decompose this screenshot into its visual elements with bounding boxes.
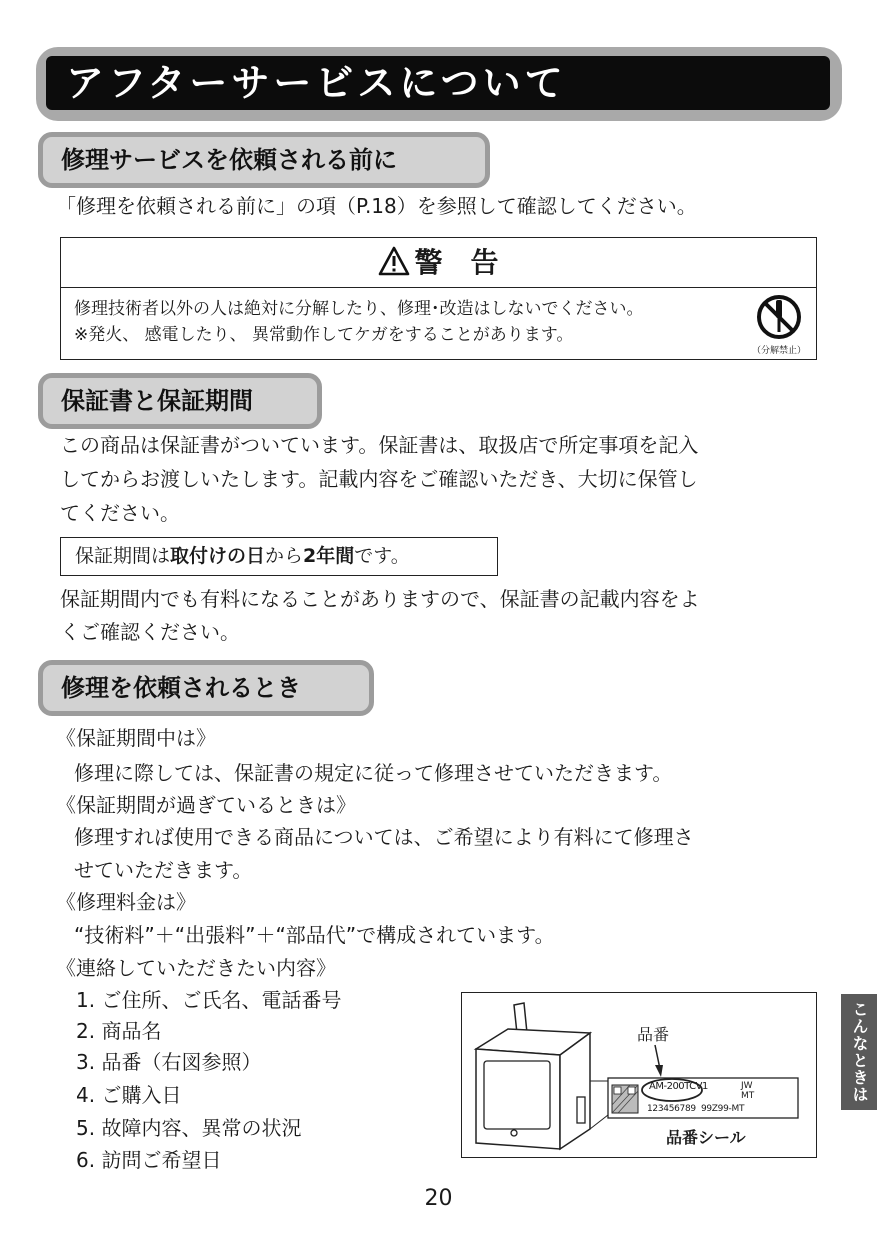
- no-disassembly-label: （分解禁止）: [752, 346, 807, 356]
- unit-illustration: [462, 993, 816, 1157]
- warranty-period-text-2: から: [265, 545, 304, 567]
- sticker-code-jw: JW: [741, 1081, 753, 1091]
- warning-line-2: ※発火、 感電したり、 異常動作してケガをすることがあります。: [74, 325, 574, 345]
- contact-item-5: 5. 故障内容、異常の状況: [76, 1116, 302, 1140]
- warranty-period-duration: 2年間: [303, 545, 355, 567]
- side-index-tab[interactable]: こんなときは: [841, 994, 877, 1110]
- contact-item-2: 2. 商品名: [76, 1019, 162, 1043]
- contact-item-6: 6. 訪問ご希望日: [76, 1148, 222, 1172]
- model-callout-label: 品番: [637, 1025, 670, 1044]
- sticker-serial: 123456789 99Z99-MT: [647, 1104, 745, 1114]
- warranty-period-text-1: 保証期間は: [75, 545, 171, 567]
- repair-line-7: “技術料”＋“出張料”＋“部品代”で構成されています。: [74, 923, 555, 947]
- figure-caption: 品番シール: [666, 1128, 746, 1147]
- warranty-para-line-3: てください。: [60, 501, 180, 525]
- section-heading-before-repair: 修理サービスを依頼される前に: [38, 132, 490, 188]
- page-number: 20: [424, 1186, 453, 1211]
- before-repair-text: 「修理を依頼される前に」の項（P.18）を参照して確認してください。: [56, 194, 697, 218]
- warranty-period-start: 取付けの日: [170, 545, 266, 567]
- repair-line-2: 修理に際しては、保証書の規定に従って修理させていただきます。: [74, 761, 673, 785]
- warning-line-1: 修理技術者以外の人は絶対に分解したり、修理･改造はしないでください。: [74, 299, 644, 319]
- repair-line-1: 《保証期間中は》: [56, 726, 216, 750]
- sticker-code-mt: MT: [741, 1091, 755, 1101]
- warranty-note-line-1: 保証期間内でも有料になることがありますので、保証書の記載内容をよ: [60, 587, 700, 611]
- warning-heading-text: 警 告: [414, 246, 499, 279]
- warranty-note-line-2: くご確認ください。: [60, 620, 240, 644]
- repair-line-6: 《修理料金は》: [56, 890, 196, 914]
- page-title: アフターサービスについて: [46, 56, 830, 110]
- contact-item-1: 1. ご住所、ご氏名、電話番号: [76, 988, 342, 1012]
- repair-line-5: せていただきます。: [74, 858, 253, 882]
- warranty-para-line-1: この商品は保証書がついています。保証書は、取扱店で所定事項を記入: [60, 433, 699, 457]
- repair-line-4: 修理すれば使用できる商品については、ご希望により有料にて修理さ: [74, 825, 694, 849]
- section-heading-warranty: 保証書と保証期間: [38, 373, 322, 429]
- warranty-para-line-2: してからお渡しいたします。記載内容をご確認いただき、大切に保管し: [60, 467, 698, 491]
- warning-heading: [61, 238, 816, 288]
- warning-triangle-icon: [378, 246, 410, 276]
- contact-item-3: 3. 品番（右図参照）: [76, 1050, 262, 1074]
- contact-item-4: 4. ご購入日: [76, 1083, 182, 1107]
- sticker-model-number: AM-200TCV1: [649, 1081, 708, 1092]
- repair-line-8: 《連絡していただきたい内容》: [56, 956, 336, 980]
- warranty-period-text-3: です。: [354, 545, 410, 567]
- warranty-period-box: [60, 537, 498, 576]
- repair-line-3: 《保証期間が過ぎているときは》: [56, 793, 356, 817]
- section-heading-request-repair: 修理を依頼されるとき: [38, 660, 374, 716]
- no-disassembly-icon: [755, 293, 803, 341]
